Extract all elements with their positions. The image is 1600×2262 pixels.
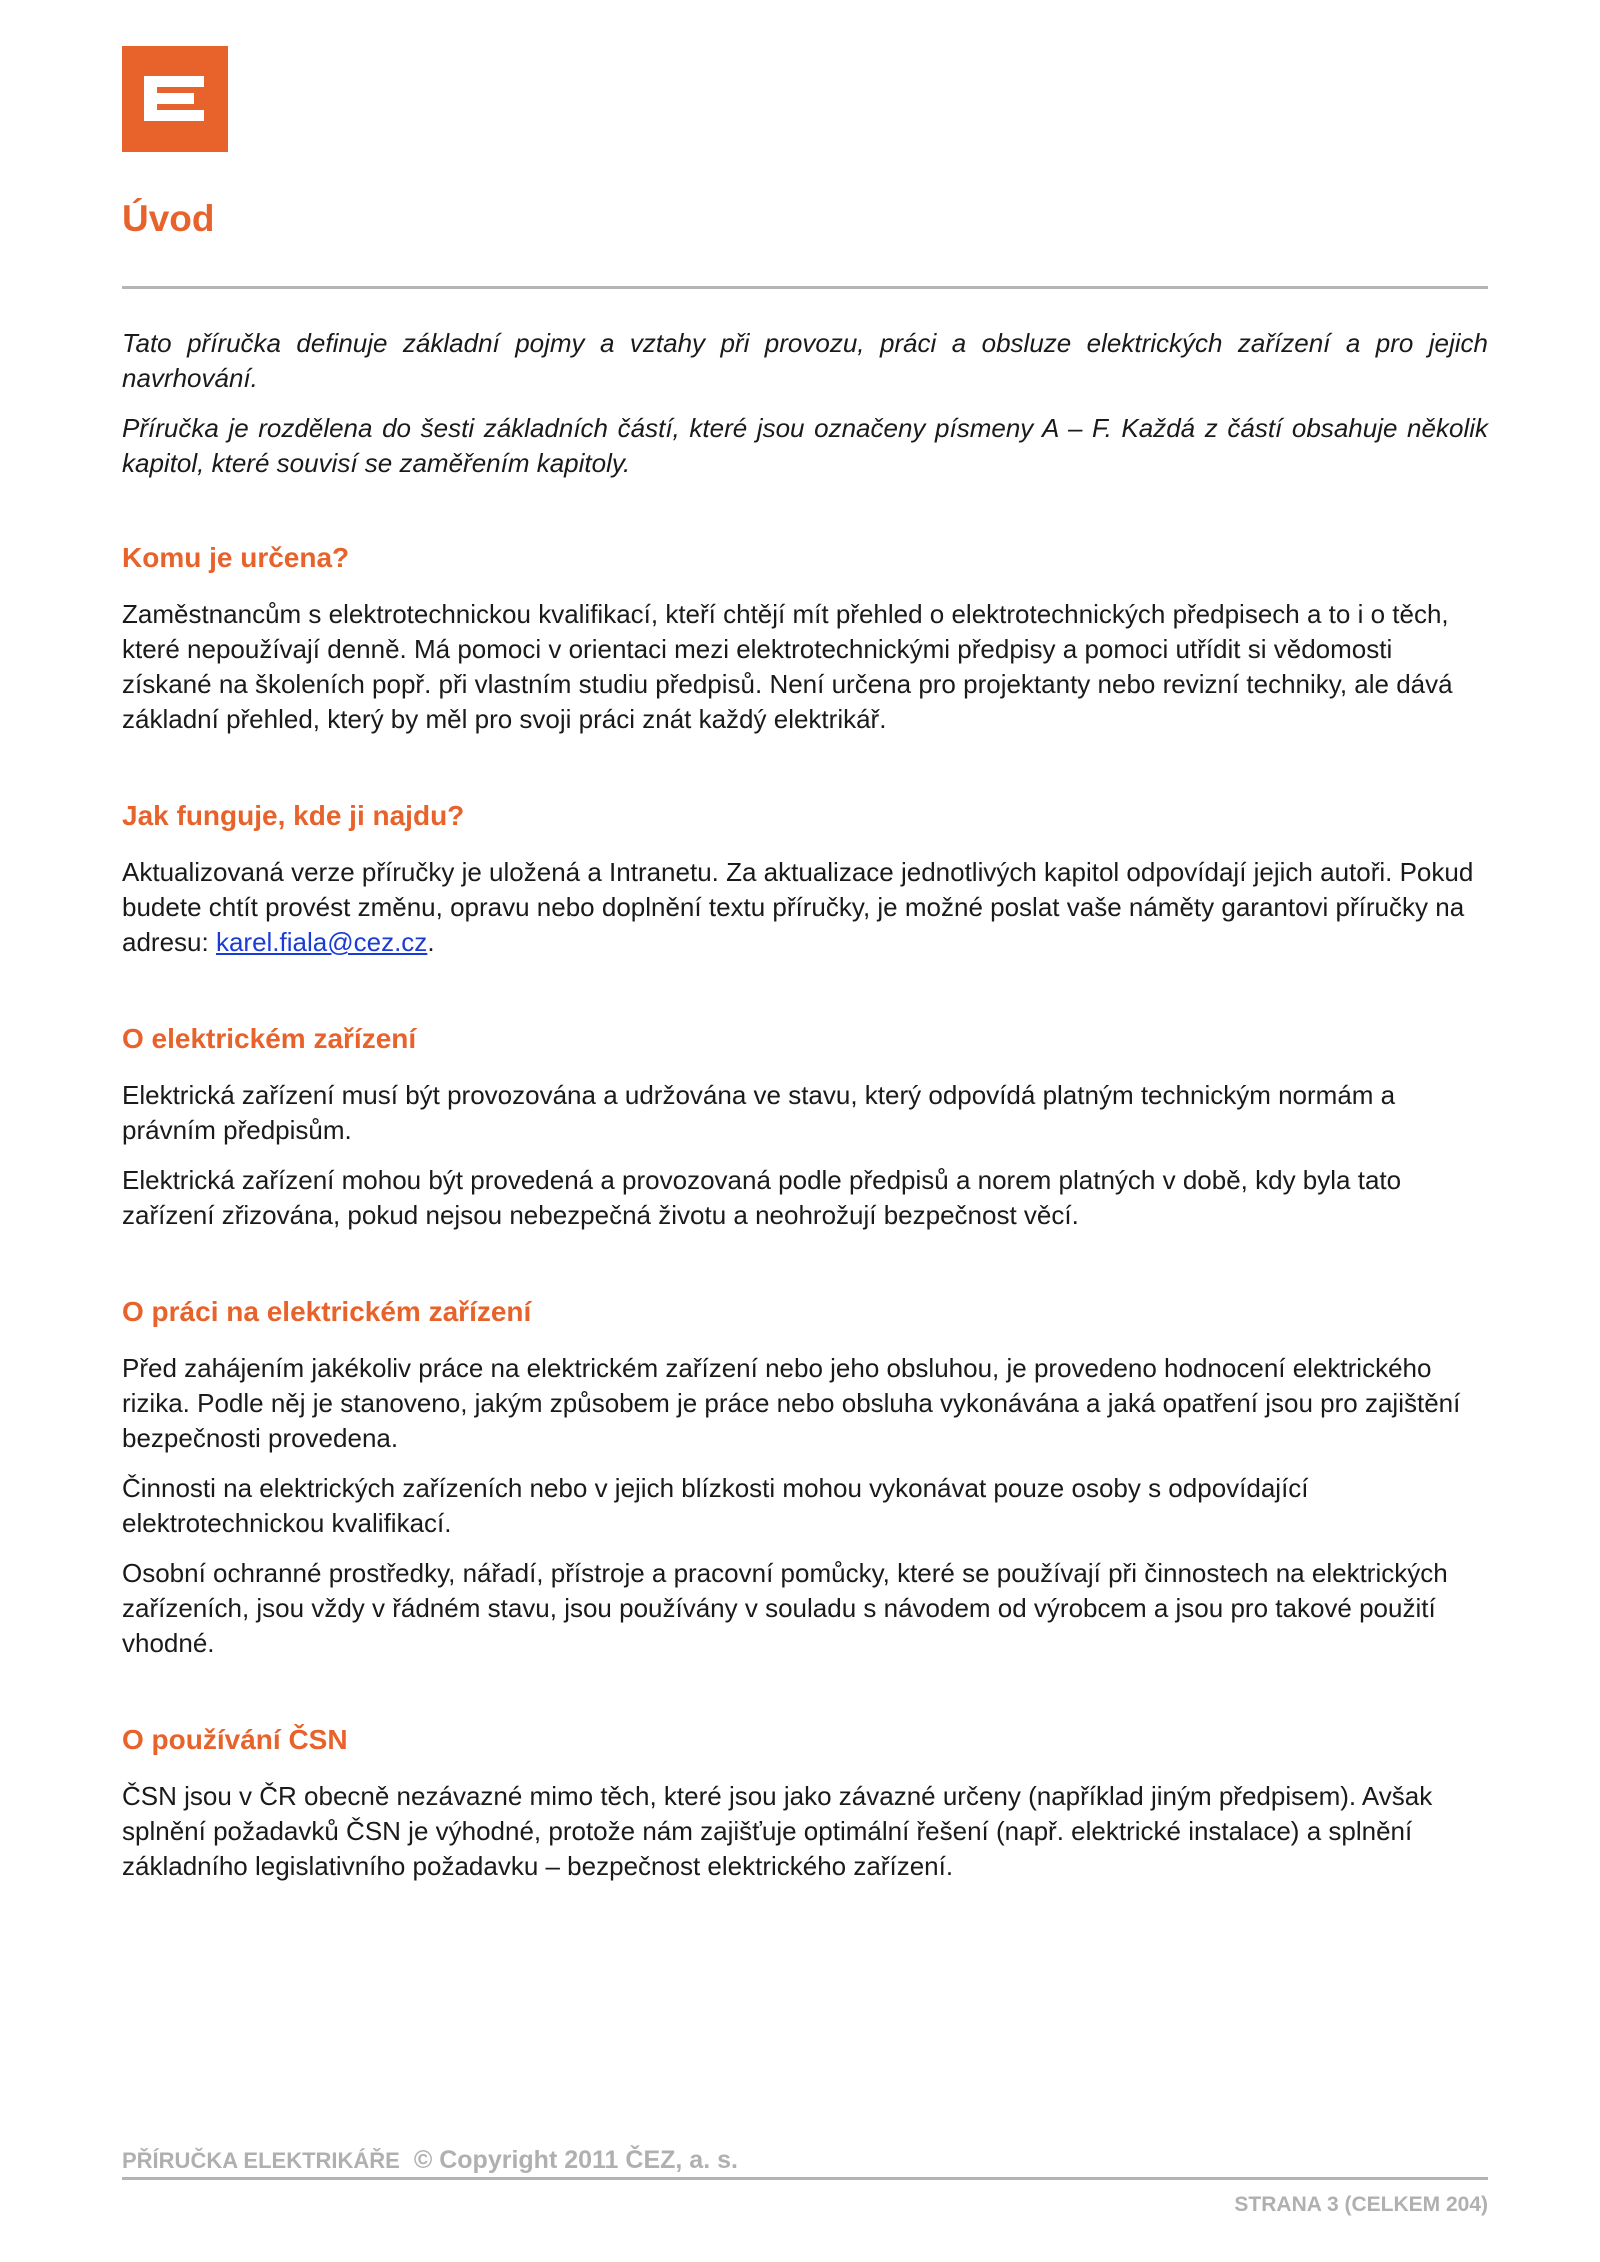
section-heading-komu: Komu je určena? [122,542,350,573]
section-paragraph: Elektrická zařízení musí být provozována a udržována ve stavu, který odpovídá platným technickým normám a právním předpisům. [122,1080,1396,1145]
section-heading-jak: Jak funguje, kde ji najdu? [122,800,465,831]
section-heading-csn: O používání ČSN [122,1724,348,1755]
footer-divider [122,2177,1488,2180]
section-paragraph: ČSN jsou v ČR obecně nezávazné mimo těch, které jsou jako závazné určeny (například jiným předpisem). Avšak splnění požadavků ČSN je výhodné, protože nám zajišťuje optimální řešení (např. elektrické instalace) a splnění základního legislativního požadavku – bezpečnost elektrického zařízení. [122,1781,1433,1881]
section-paragraph [122,855,1488,960]
section-paragraph: Před zahájením jakékoliv práce na elektrickém zařízení nebo jeho obsluhou, je provedeno hodnocení elektrického rizika. Podle něj je stanoveno, jakým způsobem je práce nebo obsluha vykonávána a jaká opatření jsou pro zajištění bezpečnosti provedena. [122,1353,1461,1453]
header-divider [122,286,1488,289]
footer-page-number: STRANA 3 (CELKEM 204) [1234,2193,1488,2216]
section-paragraph: Zaměstnancům s elektrotechnickou kvalifikací, kteří chtějí mít přehled o elektrotechnických předpisech a to i o těch, které nepoužívají denně. Má pomoci v orientaci mezi elektrotechnickými předpisy a pomoci utřídit si vědomosti získané na školeních popř. při vlastním studiu předpisů. Není určena pro projektanty nebo revizní techniky, ale dává základní přehled, který by měl pro svoji práci znát každý elektrikář. [122,599,1453,734]
section-heading-zarizeni: O elektrickém zařízení [122,1023,417,1054]
document-body [122,326,1488,1899]
email-link[interactable]: karel.fiala@cez.cz [215,927,428,957]
cez-logo-icon [122,46,228,152]
footer-title: PŘÍRUČKA ELEKTRIKÁŘE [122,2148,400,2173]
footer-doc-name [122,2146,738,2175]
page-title: Úvod [122,198,215,239]
section-paragraph: Činnosti na elektrických zařízeních nebo v jejich blízkosti mohou vykonávat pouze osoby s odpovídající elektrotechnickou kvalifikací. [122,1473,1309,1538]
intro-paragraph: Tato příručka definuje základní pojmy a vztahy při provozu, práci a obsluze elektrických zařízení a pro jejich navrhování. [122,328,1488,393]
intro-paragraph: Příručka je rozdělena do šesti základních částí, které jsou označeny písmeny A – F. Každá z částí obsahuje několik kapitol, které souvisí se zaměřením kapitoly. [122,413,1488,478]
section-paragraph: Osobní ochranné prostředky, nářadí, přístroje a pracovní pomůcky, které se používají při činnostech na elektrických zařízeních, jsou vždy v řádném stavu, jsou používány v souladu s návodem od výrobcem a jsou pro takové použití vhodné. [122,1558,1448,1658]
paragraph-text: . [427,927,435,957]
paragraph-text: Aktualizovaná verze příručky je uložená a Intranetu. Za aktualizace jednotlivých kapitol odpovídají jejich autoři. Pokud budete chtít provést změnu, opravu nebo doplnění textu příručky, je možné poslat vaše náměty garantovi příručky na adresu: [122,857,1474,957]
section-paragraph: Elektrická zařízení mohou být provedená a provozovaná podle předpisů a norem platných v době, kdy byla tato zařízení zřizována, pokud nejsou nebezpečná životu a neohrožují bezpečnost věcí. [122,1165,1402,1230]
section-heading-prace: O práci na elektrickém zařízení [122,1296,532,1327]
footer-copyright: © Copyright 2011 ČEZ, a. s. [413,2146,738,2174]
